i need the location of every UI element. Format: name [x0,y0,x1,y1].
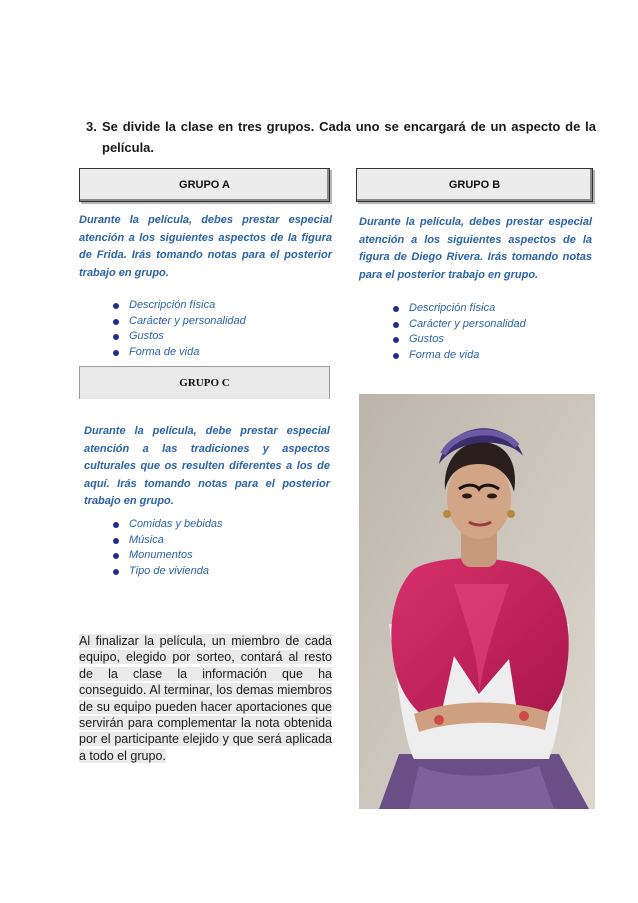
step-3 [86,116,596,158]
closing-text: Al finalizar la película, un miembro de cada equipo, elegido por sorteo, contará al resto de la clase la información que ha conseguido. Al terminar, los demas miembros de su equipo pueden hacer aportaciones que servirán para complementar la nota obtenida por el participante elejido y que será aplicada a todo el grupo. [79,634,332,763]
list-item: Música [110,533,223,549]
list-item: Descripción física [390,301,526,317]
step-text: Se divide la clase en tres grupos. Cada uno se encargará de un aspecto de la película. [102,119,596,155]
group-a-list [110,298,246,360]
list-item: Gustos [110,329,246,345]
group-a-instructions: Durante la película, debes prestar especial atención a los siguientes aspectos de la figura de Frida. Irás tomando notas para el posterior trabajo en grupo. [79,214,332,279]
frida-portrait-photo [359,394,595,809]
list-item: Carácter y personalidad [110,314,246,330]
list-item: Forma de vida [390,348,526,364]
closing-paragraph [79,633,332,764]
group-c-heading: GRUPO C [79,366,330,399]
group-b-heading: GRUPO B [356,168,593,202]
group-c-instructions: Durante la película, debe prestar especial atención a las tradiciones y aspectos culturales que os resulten diferentes a los de aquí. Irás tomando notas para el posterior trabajo en grupo. [84,425,330,507]
list-item: Comidas y bebidas [110,517,223,533]
group-a-heading: GRUPO A [79,168,330,202]
portrait-illustration [359,394,595,809]
list-item: Forma de vida [110,345,246,361]
group-c-list [110,517,223,579]
list-item: Monumentos [110,548,223,564]
group-b-list [390,301,526,363]
list-item: Tipo de vivienda [110,564,223,580]
list-item: Gustos [390,332,526,348]
group-b-instructions: Durante la película, debes prestar especial atención a los siguientes aspectos de la figura de Diego Rivera. Irás tomando notas para el posterior trabajo en grupo. [359,216,592,281]
list-item: Descripción física [110,298,246,314]
list-item: Carácter y personalidad [390,317,526,333]
step-number: 3. [86,119,97,134]
